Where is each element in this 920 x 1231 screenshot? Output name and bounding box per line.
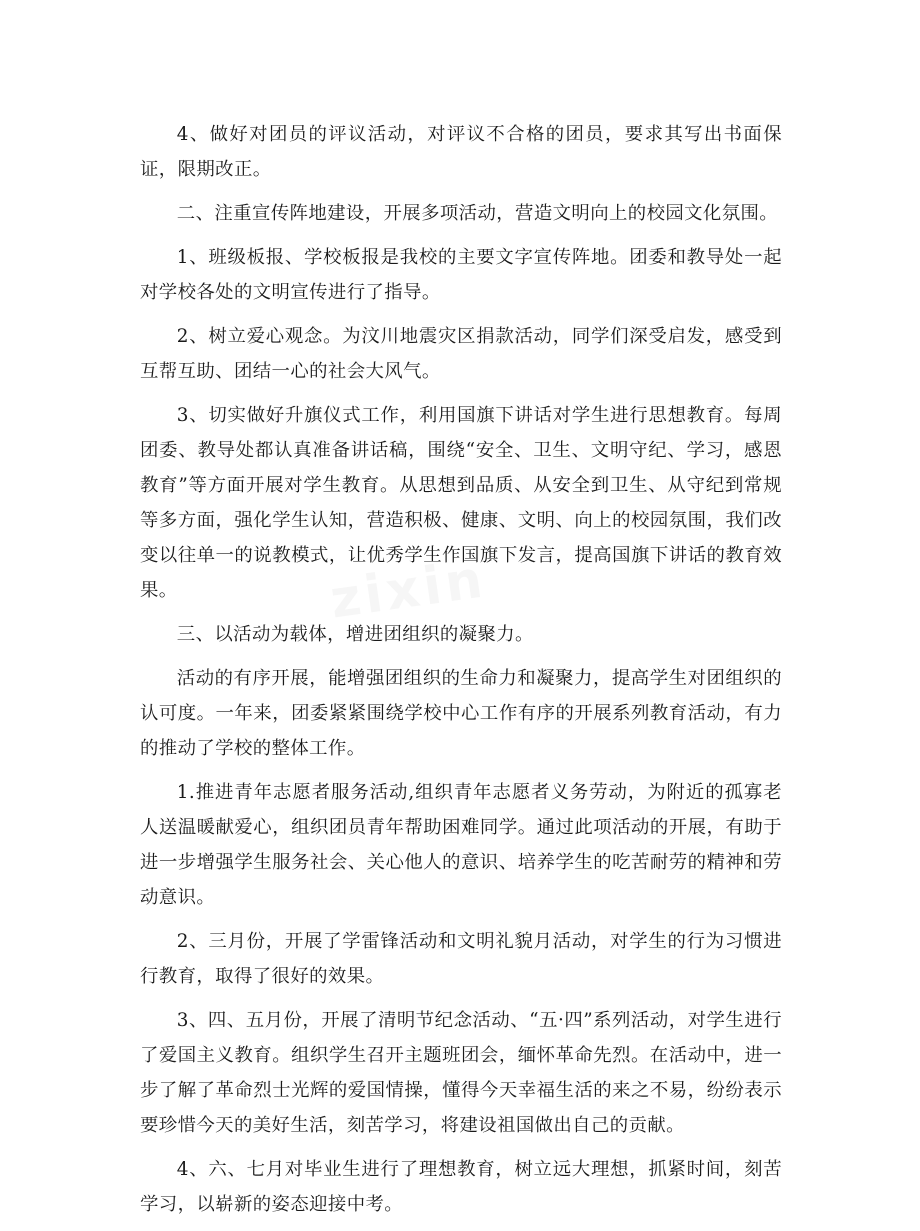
section-heading-activities: 三、以活动为载体，增进团组织的凝聚力。 [176, 624, 534, 645]
paragraph-charity: 2、树立爱心观念。为汶川地震灾区捐款活动，同学们深受启发，感受到互帮互助、团结一心的社会大风气。 [140, 326, 782, 382]
paragraph-volunteer: 1.推进青年志愿者服务活动,组织青年志愿者义务劳动，为附近的孤寡老人送温暖献爱心，组织团员青年帮助困难同学。通过此项活动的开展，有助于进一步增强学生服务社会、关心他人的意识、培养学生的吃苦耐劳的精神和劳动意识。 [140, 782, 782, 908]
paragraph-flag-ceremony: 3、切实做好升旗仪式工作，利用国旗下讲话对学生进行思想教育。每周团委、教导处都认真准备讲话稿，围绕“安全、卫生、文明守纪、学习，感恩教育”等方面开展对学生教育。从思想到品质、从安全到卫生、从守纪到常规等多方面，强化学生认知，营造积极、健康、文明、向上的校园氛围，我们改变以往单一的说教模式，让优秀学生作国旗下发言，提高国旗下讲话的教育效果。 [140, 405, 782, 601]
paragraph-june-july: 4、六、七月对毕业生进行了理想教育，树立远大理想，抓紧时间，刻苦学习，以崭新的姿态迎接中考。 [140, 1159, 782, 1215]
paragraph-evaluation: 4、做好对团员的评议活动，对评议不合格的团员，要求其写出书面保证，限期改正。 [140, 124, 782, 180]
document-body [140, 117, 782, 1231]
paragraph-april-may: 3、四、五月份，开展了清明节纪念活动、“五·四”系列活动，对学生进行了爱国主义教育。组织学生召开主题班团会，缅怀革命先烈。在活动中，进一步了解了革命烈士光辉的爱国情操，懂得今天幸福生活的来之不易，纷纷表示要珍惜今天的美好生活，刻苦学习，将建设祖国做出自己的贡献。 [140, 1010, 782, 1136]
paragraph-blackboard: 1、班级板报、学校板报是我校的主要文字宣传阵地。团委和教导处一起对学校各处的文明宣传进行了指导。 [140, 247, 782, 303]
paragraph-march: 2、三月份，开展了学雷锋活动和文明礼貌月活动，对学生的行为习惯进行教育，取得了很好的效果。 [140, 931, 782, 987]
section-heading-publicity: 二、注重宣传阵地建设，开展多项活动，营造文明向上的校园文化氛围。 [176, 203, 779, 224]
paragraph-activities-intro: 活动的有序开展，能增强团组织的生命力和凝聚力，提高学生对团组织的认可度。一年来，团委紧紧围绕学校中心工作有序的开展系列教育活动，有力的推动了学校的整体工作。 [140, 668, 782, 759]
